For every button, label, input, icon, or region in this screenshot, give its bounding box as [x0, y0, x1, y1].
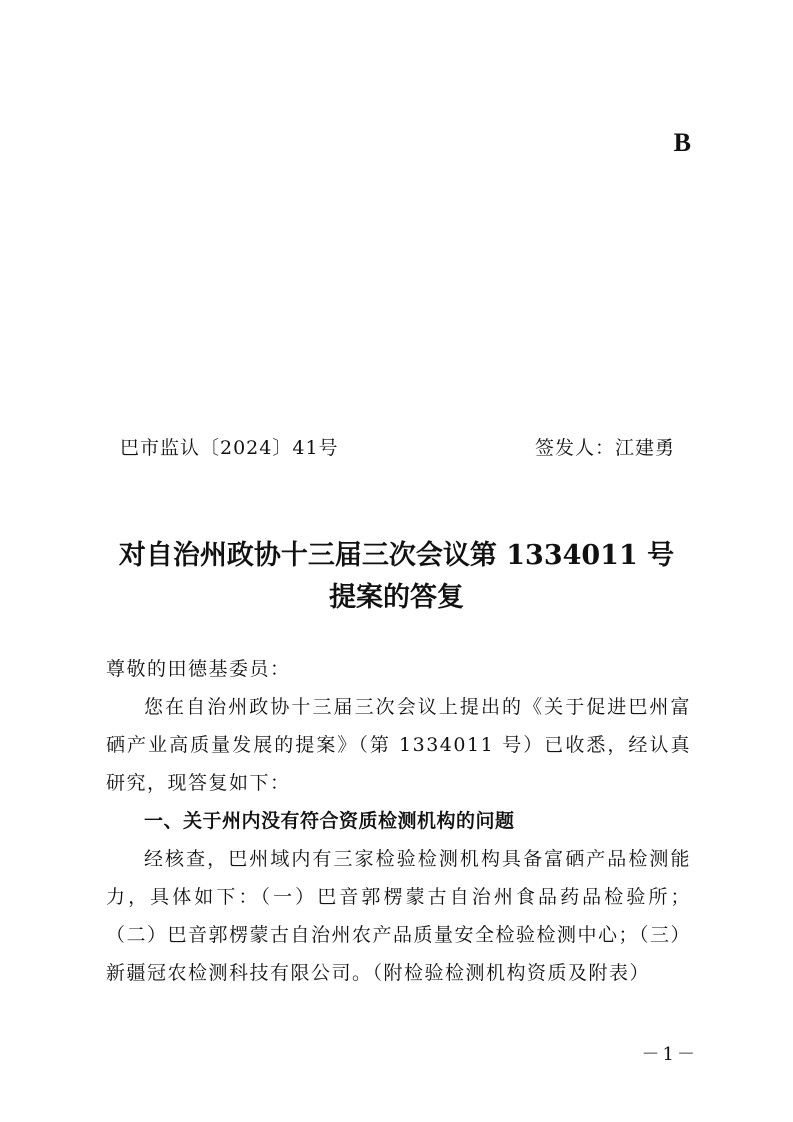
title-line-1: 对自治州政协十三届三次会议第 1334011 号: [118, 540, 675, 571]
grade-mark: B: [673, 128, 692, 157]
document-meta-line: [120, 433, 675, 460]
salutation: 尊敬的田德基委员：: [106, 658, 291, 680]
document-number: 巴市监认〔2024〕41号: [120, 437, 339, 459]
title-line-2: 提案的答复: [329, 582, 464, 613]
document-body: [106, 650, 691, 992]
section-paragraph: 经核查，巴州域内有三家检验检测机构具备富硒产品检测能力，具体如下：（一）巴音郭楞蒙古自治州食品药品检验所；（二）巴音郭楞蒙古自治州农产品质量安全检验检测中心；（三）新疆冠农检测科技有限公司。（附检验检测机构资质及附表）: [106, 848, 692, 984]
section-heading: 一、关于州内没有符合资质检测机构的问题: [144, 810, 515, 832]
document-title: [60, 535, 733, 619]
intro-paragraph: 您在自治州政协十三届三次会议上提出的《关于促进巴州富硒产业高质量发展的提案》（第 1334011 号）已收悉，经认真研究，现答复如下：: [106, 696, 691, 794]
signer: 签发人：江建勇: [534, 437, 675, 459]
page-number: －1－: [641, 1044, 698, 1065]
